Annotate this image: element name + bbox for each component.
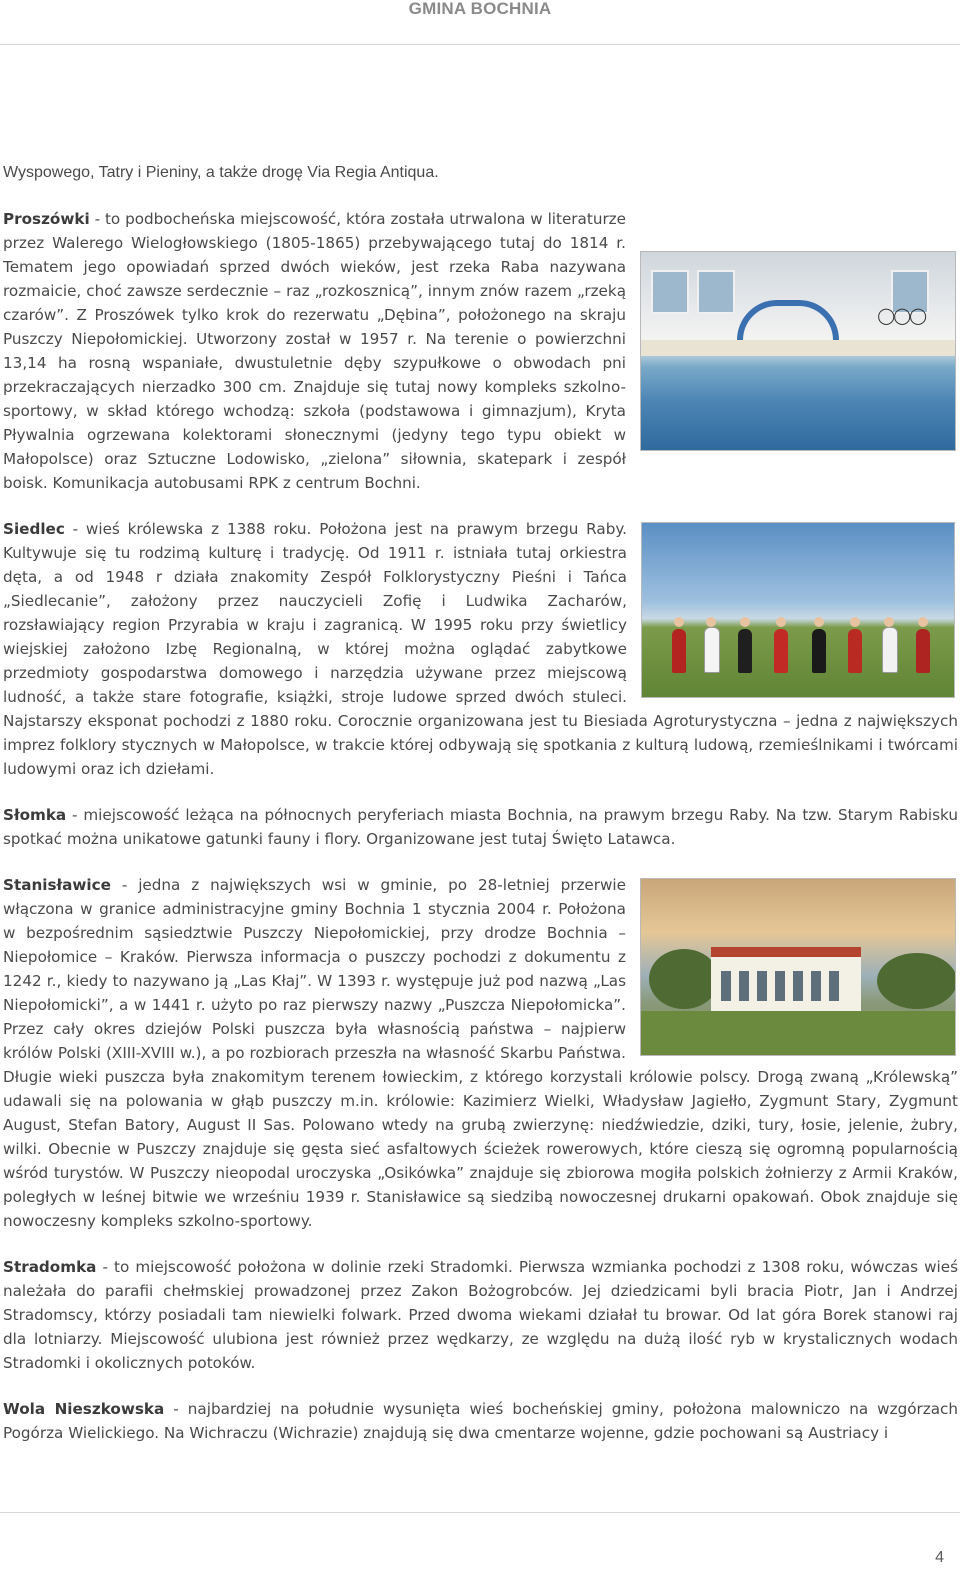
paragraph-stradomka <box>3 1255 958 1375</box>
photo-sports-hall <box>640 878 956 1056</box>
photo-indoor-pool <box>640 251 956 451</box>
text-stanislawice: - jedna z największych wsi w gminie, po 28-letniej przerwie włączona w granice administracyjne gminy Bochnia 1 stycznia 2004 r. Położona w bezpośrednim sąsiedztwie Puszczy Niepołomickiej, przy drodze Bochnia – Niepołomice – Kraków. Pierwsza informacja o puszczy pochodzi z dokumentu z 1242 r., kiedy to nazywano ją „Las Kłaj”. W 1393 r. występuje już pod nazwą „Las Niepołomicki”, a w 1441 r. użyto po raz pierwszy nazwy „Puszcza Niepołomicka”. Przez cały okres dziejów Polski puszcza była własnością państwa – najpierw królów Polski (XIII-XVIII w.), a po rozbiorach przeszła na własność Skarbu Państwa. Długie wieki puszcza była znakomitym terenem łowieckim, z którego korzystali królowie polscy. Drogą zwaną „Królewską” udawali się na polowania w głąb puszczy m.in. królowie: Kazimierz Wielki, Władysław Jagiełło, Zygmunt Stary, Zygmunt August, Stefan Batory, August II Sas. Polowano wtedy na grubą zwierzynę: niedźwiedzie, dziki, tury, łosie, jelenie, żubry, wilki. Obecnie w Puszczy znajduje się gęsta sieć asfaltowych ścieżek rowerowych, które cieszą się ogromną popularnością wśród turystów. W Puszczy nieopodal uroczyska „Osikówka” znajduje się zbiorowa mogiła polskich żołnierzy z Armii Kraków, poległych w leśnej bitwie we wrześniu 1939 r. Stanisławice są siedzibą nowoczesnej drukarni opakowań. Obok znajduje się nowoczesny kompleks szkolno-sportowy. <box>3 876 958 1230</box>
paragraph-intro: Wyspowego, Tatry i Pieniny, a także drogę Via Regia Antiqua. <box>3 164 439 181</box>
olympic-rings-icon: ◯◯◯ <box>877 306 925 325</box>
article-body <box>3 161 958 1467</box>
header-title: GMINA BOCHNIA <box>408 0 552 18</box>
lead-proszowki: Proszówki <box>3 210 90 228</box>
text-siedlec: - wieś królewska z 1388 roku. Położona jest na prawym brzegu Raby. Kultywuje się tu rodzimą kulturę i tradycję. Od 1911 r. istniała tutaj orkiestra dęta, a od 1948 r działa znakomity Zespół Folklorystyczny Pieśni i Tańca „Siedlecanie”, założony przez nauczycieli Zofię i Ludwika Zacharów, rozsławiający region Przyrabia w kraju i zagranicą. W 1995 roku przy świetlicy wiejskiej założono Izbę Regionalną, w której można oglądać zabytkowe przedmioty gospodarstwa domowego i narzędzia używane przez miejscową ludność, a także stare fotografie, książki, stroje ludowe sprzed dwóch stuleci. Najstarszy eksponat pochodzi z 1880 roku. Corocznie organizowana jest tu Biesiada Agroturystyczna – jedna z największych imprez folklory stycznych w Małopolsce, w trakcie której odbywają się spotkania z kulturą ludową, rzemieślnikami i twórcami ludowymi oraz ich dziełami. <box>3 520 958 778</box>
paragraph-slomka <box>3 803 958 851</box>
lead-wola-nieszkowska: Wola Nieszkowska <box>3 1400 165 1418</box>
text-wola-nieszkowska: - najbardziej na południe wysunięta wieś bocheńskiej gminy, położona malowniczo na wzgórzach Pogórza Wielickiego. Na Wichraczu (Wichrazie) znajdują się dwa cmentarze wojenne, gdzie pochowani są Austriacy i <box>3 1400 958 1442</box>
header-divider <box>0 44 960 45</box>
text-proszowki: - to podbocheńska miejscowość, która została utrwalona w literaturze przez Walerego Wielogłowskiego (1805-1865) przebywającego tutaj do 1814 r. Tematem jego opowiadań sprzed dwóch wieków, jest rzeka Raba nazywana rozmaicie, choć zawsze serdecznie – raz „rozkosznicą”, innym znów razem „rzeką czarów”. Z Proszówek tylko krok do rezerwatu „Dębina”, położonego na skraju Puszczy Niepołomickiej. Utworzony został w 1957 r. Na terenie o powierzchni 13,14 ha rosną wspaniałe, dwustuletnie dęby szypułkowe o obwodach pni przekraczających nierzadko 300 cm. Znajduje się tutaj nowy kompleks szkolno-sportowy, w skład którego wchodzą: szkoła (podstawowa i gimnazjum), Kryta Pływalnia ogrzewana kolektorami słonecznymi (jedyny tego typu obiekt w Małopolsce) oraz Sztuczne Lodowisko, „zielona” siłownia, skatepark i zespół boisk. Komunikacja autobusami RPK z centrum Bochni. <box>3 210 626 492</box>
lead-stanislawice: Stanisławice <box>3 876 111 894</box>
lead-slomka: Słomka <box>3 806 67 824</box>
lead-stradomka: Stradomka <box>3 1258 97 1276</box>
paragraph-wola-nieszkowska <box>3 1397 958 1445</box>
text-stradomka: - to miejscowość położona w dolinie rzeki Stradomki. Pierwsza wzmianka pochodzi z 1308 roku, wówczas wieś należała do parafii chełmskiej prowadzonej przez Zakon Bożogrobców. Jej dziedzicami byli bracia Piotr, Jan i Andrzej Stradomscy, którzy posiadali tam niewielki folwark. Przed dwoma wiekami działał tu browar. Od lat góra Borek stanowi raj dla lotniarzy. Miejscowość ulubiona jest również przez wędkarzy, ze względu na dużą ilość ryb w krystalicznych wodach Stradomki i okolicznych potoków. <box>3 1258 958 1372</box>
page-number: 4 <box>935 1549 944 1566</box>
text-slomka: - miejscowość leżąca na północnych peryferiach miasta Bochnia, na prawym brzegu Raby. Na tzw. Starym Rabisku spotkać można unikatowe gatunki fauny i flory. Organizowane jest tutaj Święto Latawca. <box>3 806 958 848</box>
photo-folk-ensemble <box>641 522 955 698</box>
lead-siedlec: Siedlec <box>3 520 65 538</box>
footer-divider <box>0 1512 960 1513</box>
